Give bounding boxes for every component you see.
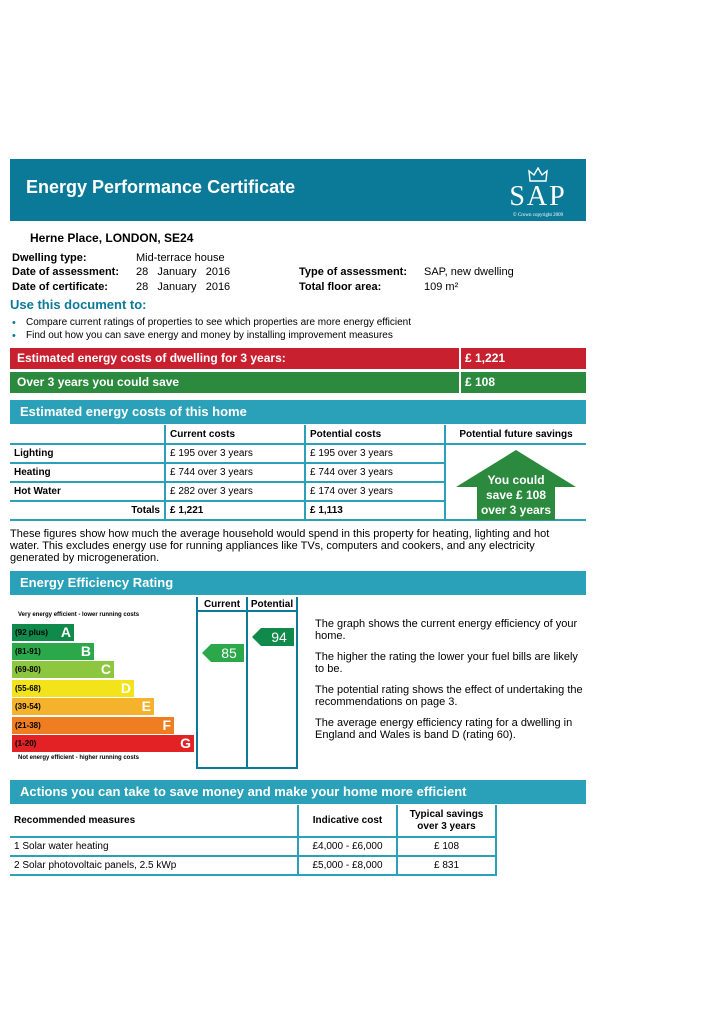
assessment-type-value: SAP, new dwelling <box>424 266 514 278</box>
costs-section-title: Estimated energy costs of this home <box>10 400 586 424</box>
table-header-row <box>10 425 586 444</box>
assessment-date-label: Date of assessment: <box>12 266 119 278</box>
actions-table <box>10 805 497 876</box>
cost-row-label: Hot Water <box>10 482 165 501</box>
potential-cost-cell: £ 744 over 3 years <box>305 463 445 482</box>
assessment-type-label: Type of assessment: <box>299 266 408 278</box>
current-total: £ 1,221 <box>165 501 305 520</box>
band-range: (39-54) <box>15 702 41 711</box>
table-row <box>10 856 496 875</box>
savings-line: over 3 years <box>480 503 552 517</box>
band-range: (21-38) <box>15 720 41 730</box>
typical-saving: £ 108 <box>397 837 496 856</box>
band-letter: C <box>100 661 111 677</box>
efficiency-top-label: Very energy efficient - lower running costs <box>18 612 140 618</box>
page-title: Energy Performance Certificate <box>26 177 296 197</box>
cost-row-label: Heating <box>10 463 165 482</box>
band-letter: E <box>141 698 151 714</box>
band-letter: G <box>180 735 191 751</box>
table-header <box>10 425 165 444</box>
efficiency-rating-graph <box>10 597 298 769</box>
efficiency-band-e <box>12 698 154 715</box>
efficiency-band-b <box>12 643 94 660</box>
floor-area-label: Total floor area: <box>299 281 382 293</box>
potential-cost-cell: £ 174 over 3 years <box>305 482 445 501</box>
totals-label: Totals <box>10 501 165 520</box>
use-document-bullet: • Find out how you can save energy and money by installing improvement measures <box>26 330 393 341</box>
potential-total: £ 1,113 <box>305 501 445 520</box>
certificate-date-label: Date of certificate: <box>12 281 108 293</box>
efficiency-band-c <box>12 661 114 678</box>
cost-row-label: Lighting <box>10 444 165 463</box>
savings-line: save £ 108 <box>485 488 547 502</box>
costs-note: These figures show how much the average household would spend in this property for heating, lighting and hot water. This excludes energy use for running appliances like TVs, computers and cookers, and any electricity generated by microgeneration. <box>10 528 550 564</box>
potential-saving-bar: Over 3 years you could save <box>10 372 459 393</box>
certificate-date-value: 28 January 2016 <box>136 281 231 293</box>
certificate-header <box>10 159 586 221</box>
efficiency-band-f <box>12 717 174 734</box>
efficiency-paragraph: The average energy efficiency rating for a dwelling in England and Wales is band D (rating 60). <box>315 717 573 741</box>
efficiency-band-g <box>12 735 194 752</box>
actions-section-title: Actions you can take to save money and make your home more efficient <box>10 780 586 804</box>
indicative-cost: £5,000 - £8,000 <box>298 856 397 875</box>
table-header: Recommended measures <box>10 805 298 837</box>
table-header: Potential costs <box>305 425 445 444</box>
table-row <box>10 837 496 856</box>
efficiency-explanation <box>315 618 587 750</box>
estimated-cost-value: £ 1,221 <box>461 348 586 369</box>
efficiency-paragraph: The graph shows the current energy efficiency of your home. <box>315 618 578 642</box>
current-column-header: Current <box>203 599 241 610</box>
table-header: Typical savings over 3 years <box>397 805 496 837</box>
table-header: Indicative cost <box>298 805 397 837</box>
table-header: Current costs <box>165 425 305 444</box>
floor-area-value: 109 m² <box>424 281 459 293</box>
current-cost-cell: £ 282 over 3 years <box>165 482 305 501</box>
crown-copyright: © Crown copyright 2009 <box>512 213 564 218</box>
current-rating-value: 85 <box>221 645 237 661</box>
measure-name: 2 Solar photovoltaic panels, 2.5 kWp <box>10 856 298 875</box>
typical-saving: £ 831 <box>397 856 496 875</box>
measure-name: 1 Solar water heating <box>10 837 298 856</box>
assessment-date-value: 28 January 2016 <box>136 266 231 278</box>
potential-cost-cell: £ 195 over 3 years <box>305 444 445 463</box>
efficiency-section-title: Energy Efficiency Rating <box>10 571 586 595</box>
efficiency-paragraph: The higher the rating the lower your fuel bills are likely to be. <box>315 651 578 675</box>
indicative-cost: £4,000 - £6,000 <box>298 837 397 856</box>
estimated-cost-bar: Estimated energy costs of dwelling for 3 years: <box>10 348 459 369</box>
band-range: (81-91) <box>15 646 41 656</box>
efficiency-band-d <box>12 680 134 697</box>
dwelling-type-label: Dwelling type: <box>12 252 87 264</box>
efficiency-bottom-label: Not energy efficient - higher running costs <box>18 755 140 761</box>
efficiency-band-a <box>12 624 74 641</box>
potential-column-header: Potential <box>250 599 294 610</box>
band-range: (1-20) <box>15 739 37 748</box>
table-header: Potential future savings <box>445 425 586 444</box>
band-letter: A <box>60 624 71 640</box>
potential-saving-value: £ 108 <box>461 372 586 393</box>
band-range: (92 plus) <box>15 628 48 637</box>
use-document-bullet: • Compare current ratings of properties to see which properties are more energy efficient <box>26 317 411 328</box>
band-letter: B <box>80 642 91 659</box>
savings-arrow-text <box>455 473 577 518</box>
current-cost-cell: £ 744 over 3 years <box>165 463 305 482</box>
band-letter: F <box>162 716 171 733</box>
band-range: (69-80) <box>15 665 41 674</box>
dwelling-type-value: Mid-terrace house <box>136 252 225 264</box>
band-letter: D <box>120 679 131 696</box>
property-address: Herne Place, LONDON, SE24 <box>30 231 194 245</box>
table-header-row <box>10 805 496 837</box>
sap-logo-text: SAP <box>509 181 567 212</box>
potential-rating-value: 94 <box>271 629 287 645</box>
use-document-title: Use this document to: <box>10 297 147 312</box>
savings-line: You could <box>487 473 545 487</box>
efficiency-paragraph: The potential rating shows the effect of undertaking the recommendations on page 3. <box>315 684 583 708</box>
band-range: (55-68) <box>15 683 41 693</box>
sap-logo <box>496 167 580 217</box>
current-cost-cell: £ 195 over 3 years <box>165 444 305 463</box>
